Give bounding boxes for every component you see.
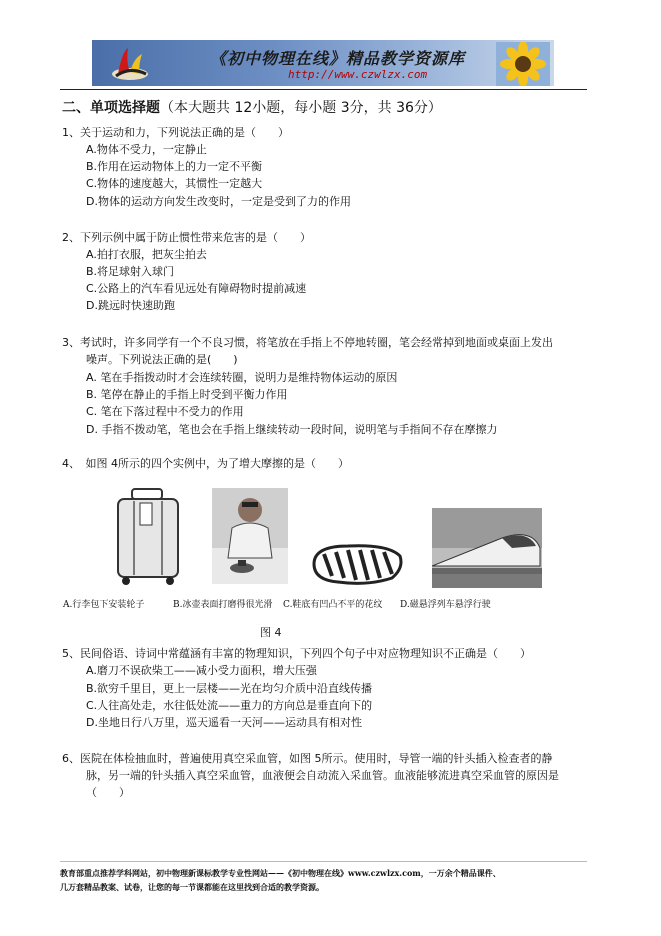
- figure-4-caption-d: D.磁悬浮列车悬浮行驶: [400, 600, 491, 610]
- figure-4-caption-c: C.鞋底有凹凸不平的花纹: [283, 600, 383, 610]
- question-1-option-d: D.物体的运动方向发生改变时，一定是受到了力的作用: [86, 195, 351, 208]
- section-note: （本大题共 12小题，每小题 3分，共 36分）: [160, 100, 442, 116]
- luggage-image: [110, 487, 186, 587]
- question-1-option-a: A.物体不受力，一定静止: [86, 143, 207, 156]
- question-3-option-c: C. 笔在下落过程中不受力的作用: [86, 405, 244, 418]
- question-3-option-d: D. 手指不拨动笔，笔也会在手指上继续转动一段时间，说明笔与手指间不存在摩擦力: [86, 423, 498, 436]
- section-title: [62, 97, 442, 117]
- question-2-stem: 2、下列示例中属于防止惯性带来危害的是（ ）: [62, 231, 311, 244]
- site-logo-icon: [110, 44, 150, 82]
- curling-image: [212, 488, 288, 584]
- question-5-option-c: C.人往高处走，水往低处流——重力的方向总是垂直向下的: [86, 699, 373, 712]
- footer-line-2: 几万套精品教案、试卷，让您的每一节课都能在这里找到合适的教学资源。: [60, 882, 324, 892]
- footer: [60, 866, 501, 894]
- figure-4-label: 图 4: [260, 626, 282, 639]
- shoe-sole-image: [308, 540, 406, 588]
- question-2-option-d: D.跳远时快速助跑: [86, 299, 175, 312]
- question-4-stem: 4、 如图 4所示的四个实例中，为了增大摩擦的是（ ）: [62, 457, 349, 470]
- footer-rule: [60, 861, 587, 862]
- question-3-stem-cont: 噪声。下列说法正确的是( ): [86, 353, 238, 366]
- question-3-option-a: A. 笔在手指拨动时才会连续转圈，说明力是维持物体运动的原因: [86, 371, 398, 384]
- header-rule: [60, 89, 587, 90]
- banner-url[interactable]: http://www.czwlzx.com: [288, 68, 428, 81]
- question-2-option-b: B.将足球射入球门: [86, 265, 175, 278]
- question-2-option-c: C.公路上的汽车看见远处有障碍物时提前减速: [86, 282, 307, 295]
- footer-line-1: 教育部重点推荐学科网站，初中物理新课标教学专业性网站——《初中物理在线》www.czwlzx.com，一万余个精品课件、: [60, 868, 501, 878]
- question-1-option-b: B.作用在运动物体上的力一定不平衡: [86, 160, 263, 173]
- figure-4-caption-a: A.行李包下安装轮子: [63, 600, 145, 610]
- question-6-stem: 6、医院在体检抽血时，普遍使用真空采血管，如图 5所示。使用时，导管一端的针头插入检查者的静: [62, 752, 553, 765]
- question-3-stem: 3、考试时，许多同学有一个不良习惯，将笔放在手指上不停地转圈，笔会经常掉到地面或桌面上发出: [62, 336, 553, 349]
- question-6-stem-answer: （ ）: [86, 786, 130, 799]
- maglev-train-image: [432, 508, 542, 588]
- question-2-option-a: A.拍打衣服，把灰尘拍去: [86, 248, 207, 261]
- section-heading: 二、单项选择题: [62, 100, 160, 116]
- question-5-option-d: D.坐地日行八万里，巡天遥看一天河——运动具有相对性: [86, 716, 362, 729]
- header-banner: [92, 40, 554, 86]
- question-6-stem-cont: 脉，另一端的针头插入真空采血管，血液便会自动流入采血管。血液能够流进真空采血管的原因是: [86, 769, 559, 782]
- question-3-option-b: B. 笔停在静止的手指上时受到平衡力作用: [86, 388, 288, 401]
- question-1-stem: 1、关于运动和力，下列说法正确的是（ ）: [62, 126, 289, 139]
- figure-4-caption-b: B.冰壶表面打磨得很光滑: [173, 600, 273, 610]
- question-5-option-b: B.欲穷千里目，更上一层楼——光在均匀介质中沿直线传播: [86, 682, 373, 695]
- question-1-option-c: C.物体的速度越大，其惯性一定越大: [86, 177, 263, 190]
- question-5-stem: 5、民间俗语、诗词中常蕴涵有丰富的物理知识，下列四个句子中对应物理知识不正确是（ ）: [62, 647, 531, 660]
- question-5-option-a: A.磨刀不误砍柴工——减小受力面积，增大压强: [86, 664, 317, 677]
- sunflower-icon: [496, 42, 550, 86]
- banner-title: 《初中物理在线》精品教学资源库: [210, 49, 466, 68]
